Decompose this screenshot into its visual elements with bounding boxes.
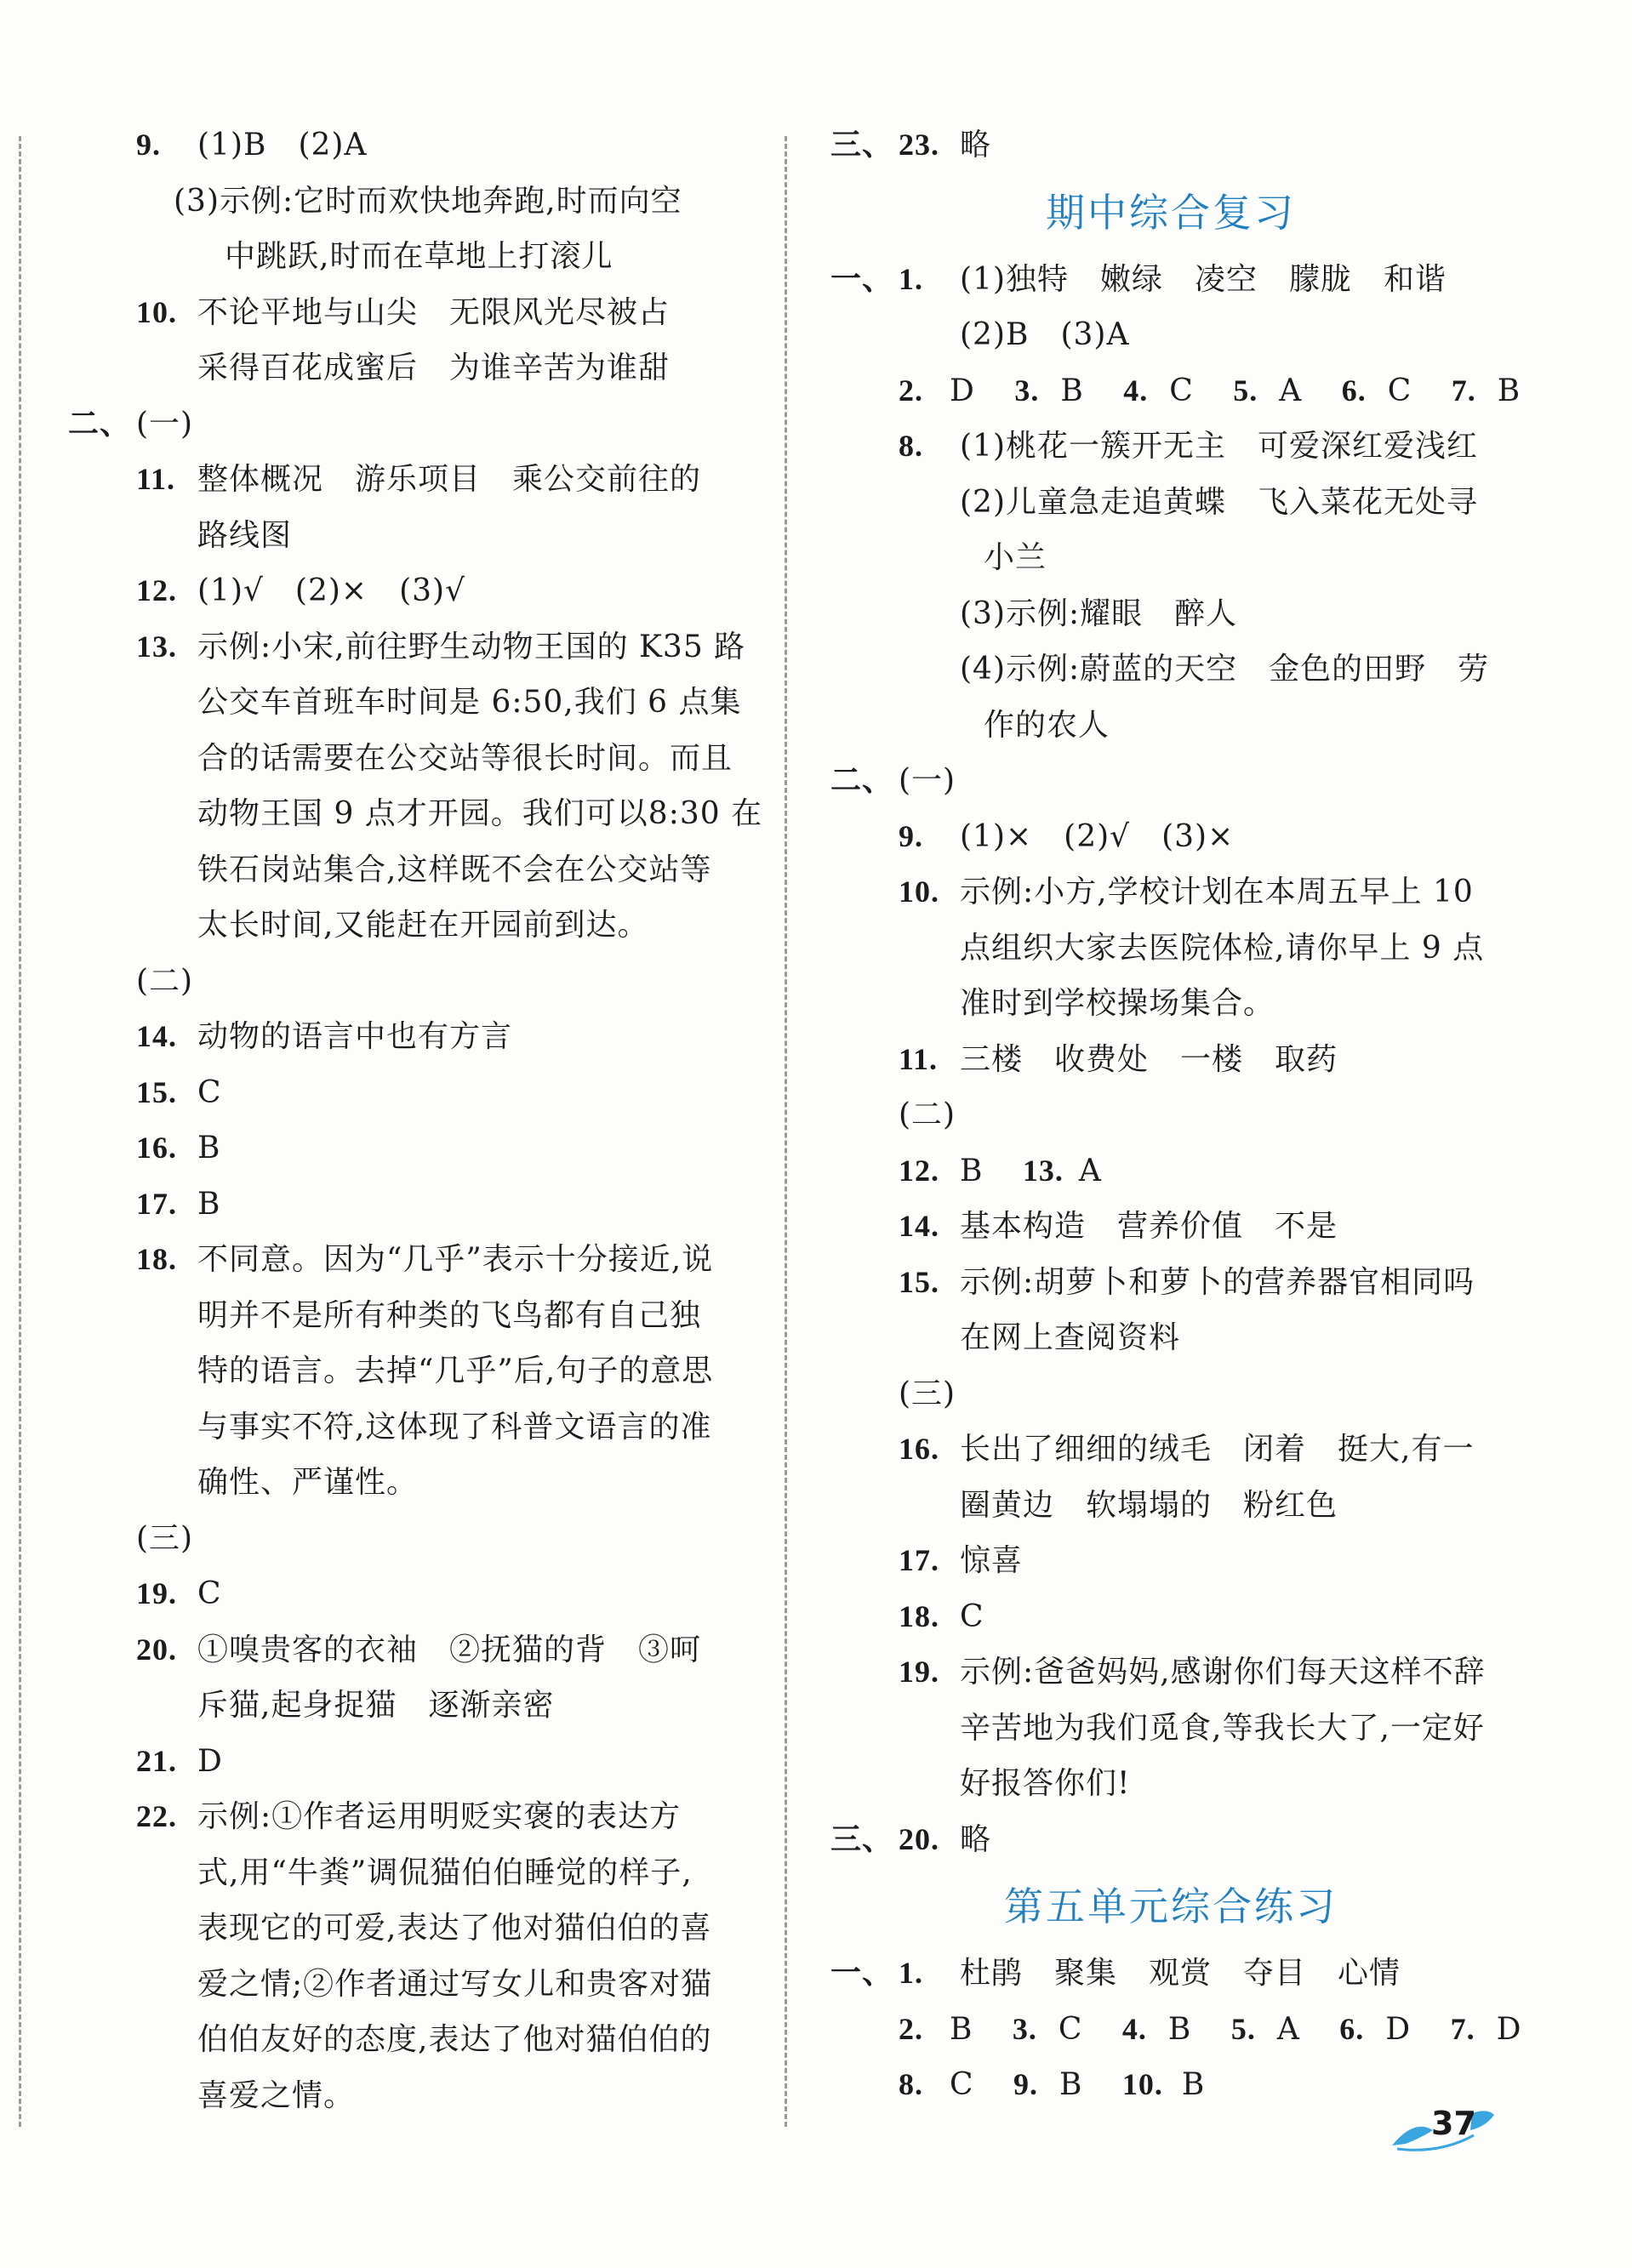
answer-13-line: 合的话需要在公交站等很长时间。而且 <box>197 740 733 776</box>
section-heading-unit5: 第五单元综合练习 <box>1004 1883 1338 1929</box>
answer-9: 9. (1)× (2)√ (3)× <box>899 818 1235 854</box>
answer-11: 11. 三楼 收费处 一楼 取药 <box>899 1041 1338 1077</box>
answer-15-line: 在网上查阅资料 <box>960 1320 1181 1355</box>
answer-9-line: (3)示例:它时而欢快地奔跑,时而向空 <box>174 183 682 219</box>
answer-8: 8. (1)桃花一簇开无主 可爱深红爱浅红 <box>899 429 1478 464</box>
answer-16: 16. 长出了细细的绒毛 闭着 挺大,有一 <box>899 1432 1475 1467</box>
section-2-header: 二、 (一) <box>830 762 956 798</box>
answer-8-line: (4)示例:蔚蓝的天空 金色的田野 劳 <box>960 652 1490 687</box>
answer-10-line: 点组织大家去医院体检,请你早上 9 点 <box>960 930 1485 966</box>
answer-22-line: 伯伯友好的态度,表达了他对猫伯伯的 <box>197 2022 712 2057</box>
answer-9-line: 中跳跃,时而在草地上打滚儿 <box>225 239 613 274</box>
answer-18-line: 确性、严谨性。 <box>197 1465 419 1500</box>
answer-22-line: 表现它的可爱,表达了他对猫伯伯的喜 <box>197 1911 712 1946</box>
answer-1-line: (2)B (3)A <box>960 317 1130 352</box>
section-2-header: 二、 (一) <box>68 405 194 442</box>
answers-12-13: 12. B 13. A <box>899 1153 1102 1188</box>
answer-18: 18. 不同意。因为“几乎”表示十分接近,说 <box>136 1242 714 1277</box>
answer-14: 14. 基本构造 营养价值 不是 <box>899 1209 1338 1244</box>
part-3-label: (三) <box>136 1520 194 1556</box>
answer-15: 15. C <box>136 1074 222 1110</box>
answer-14: 14. 动物的语言中也有方言 <box>136 1019 513 1054</box>
answer-18: 18. C <box>899 1598 984 1634</box>
answer-17: 17. 惊喜 <box>899 1543 1024 1578</box>
answer-20-line: 斥猫,起身捉猫 逐渐亲密 <box>197 1688 555 1723</box>
unit5-answers-2-7: 2. B 3. C 4. B 5. A 6. D 7. D <box>899 2011 1522 2047</box>
part-2-label: (二) <box>899 1097 956 1132</box>
divider-left-edge <box>19 136 21 2127</box>
answer-1: 一、 1. (1)独特 嫩绿 凌空 朦胧 和谐 <box>830 260 1447 297</box>
unit5-answer-1: 一、 1. 杜鹃 聚集 观赏 夺目 心情 <box>830 1955 1401 1991</box>
left-column <box>68 117 763 2123</box>
answer-20: 三、 20. 略 <box>830 1821 992 1857</box>
answer-13-line: 公交车首班车时间是 6:50,我们 6 点集 <box>197 685 742 720</box>
right-column <box>830 117 1522 2113</box>
answer-11: 11. 整体概况 游乐项目 乘公交前往的 <box>136 462 702 497</box>
answer-10-line: 采得百花成蜜后 为谁辛苦为谁甜 <box>197 350 670 385</box>
answer-16: 16. B <box>136 1131 221 1165</box>
answer-22: 22. 示例:①作者运用明贬实褒的表达方 <box>136 1799 682 1834</box>
answer-8-line: (3)示例:耀眼 醉人 <box>960 595 1238 631</box>
answer-13-line: 铁石岗站集合,这样既不会在公交站等 <box>197 852 712 887</box>
answer-23: 三、 23. 略 <box>830 127 992 162</box>
answer-10: 10. 示例:小方,学校计划在本周五早上 10 <box>899 875 1474 909</box>
answer-22-line: 爱之情;②作者通过写女儿和贵客对猫 <box>197 1966 713 2002</box>
answer-16-line: 圈黄边 软塌塌的 粉红色 <box>960 1487 1338 1523</box>
part-3-label: (三) <box>899 1376 956 1411</box>
answer-19: 19. C <box>136 1576 222 1611</box>
answer-21: 21. D <box>136 1743 223 1779</box>
answer-19: 19. 示例:爸爸妈妈,感谢你们每天这样不辞 <box>899 1655 1486 1690</box>
answer-17: 17. B <box>136 1186 221 1222</box>
answer-12: 12. (1)√ (2)× (3)√ <box>136 573 466 608</box>
answer-8-line: (2)儿童急走追黄蝶 飞入菜花无处寻 <box>960 484 1478 520</box>
answer-13-line: 动物王国 9 点才开园。我们可以8:30 在 <box>197 796 763 831</box>
answer-13-line: 太长时间,又能赶在开园前到达。 <box>197 908 649 943</box>
answer-20: 20. ①嗅贵客的衣袖 ②抚猫的背 ③呵 <box>136 1632 702 1667</box>
answer-9: 9. (1)B (2)A <box>136 128 368 162</box>
answer-18-line: 特的语言。去掉“几乎”后,句子的意思 <box>197 1353 714 1388</box>
section-heading-midterm: 期中综合复习 <box>1046 189 1296 236</box>
answer-10: 10. 不论平地与山尖 无限风光尽被占 <box>136 294 670 330</box>
answer-8-line: 小兰 <box>984 540 1047 575</box>
answer-8-line: 作的农人 <box>984 707 1110 743</box>
answer-22-line: 喜爱之情。 <box>197 2077 356 2113</box>
answer-11-line: 路线图 <box>197 517 293 553</box>
answer-10-line: 准时到学校操场集合。 <box>960 986 1275 1021</box>
answer-18-line: 与事实不符,这体现了科普文语言的准 <box>197 1409 712 1445</box>
answer-18-line: 明并不是所有种类的飞鸟都有自己独 <box>197 1297 702 1333</box>
page-number-badge <box>1389 2101 1499 2152</box>
answer-19-line: 辛苦地为我们觅食,等我长大了,一定好 <box>960 1710 1485 1746</box>
answer-19-line: 好报答你们! <box>960 1766 1131 1801</box>
answers-2-7: 2. D 3. B 4. C 5. A 6. C 7. B <box>899 373 1521 408</box>
answer-15: 15. 示例:胡萝卜和萝卜的营养器官相同吗 <box>899 1264 1475 1300</box>
answer-22-line: 式,用“牛粪”调侃猫伯伯睡觉的样子, <box>197 1855 693 1890</box>
divider-center <box>785 136 787 2127</box>
answer-13: 13. 示例:小宋,前往野生动物王国的 K35 路 <box>136 629 746 664</box>
unit5-answers-8-10: 8. C 9. B 10. B <box>899 2067 1206 2102</box>
part-2-label: (二) <box>136 963 194 999</box>
page-number: 37 <box>1431 2105 1476 2142</box>
